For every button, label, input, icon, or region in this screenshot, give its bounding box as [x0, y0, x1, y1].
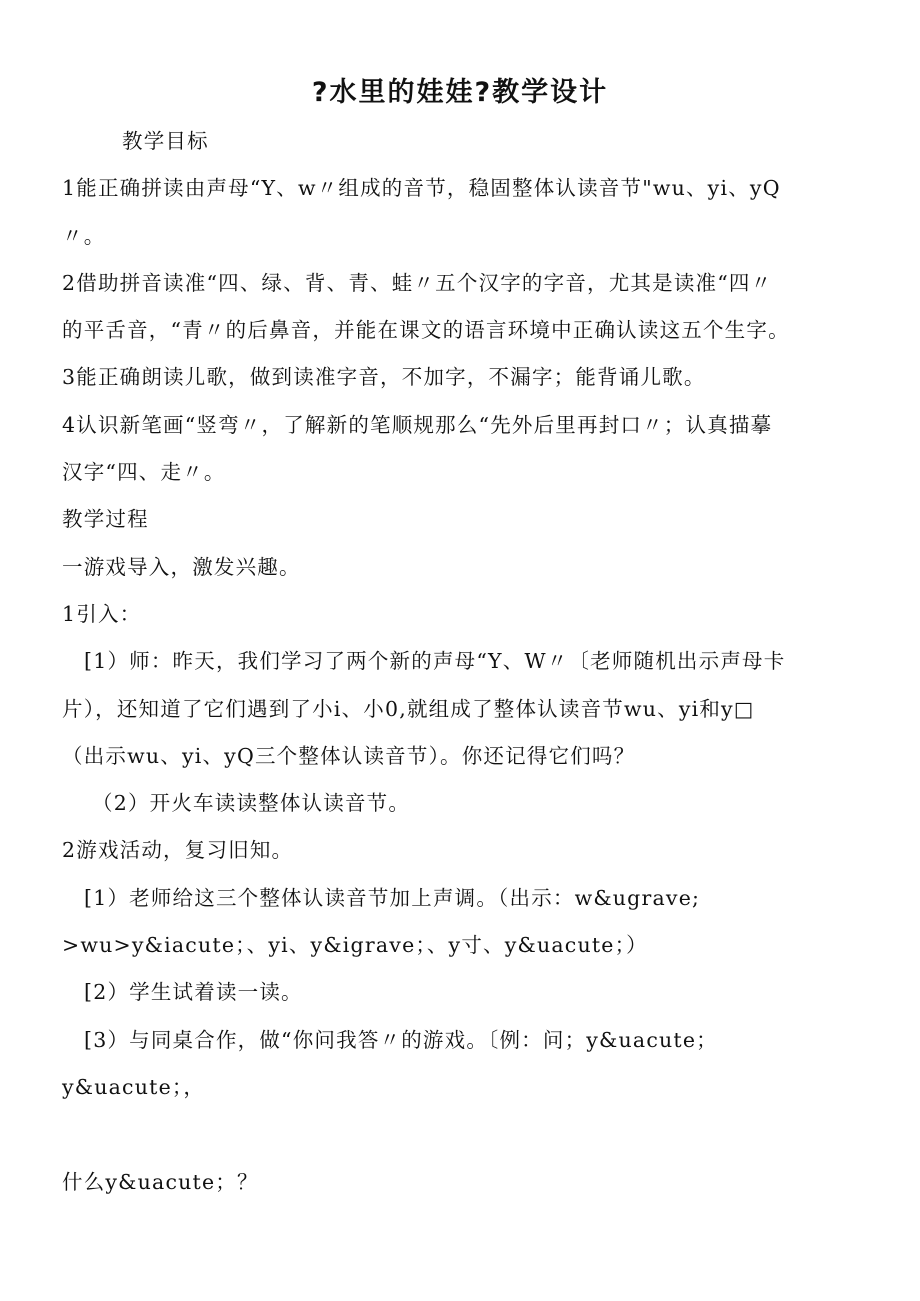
paragraph-line: [1）师：昨天，我们学习了两个新的声母“Y、W〃〔老师随机出示声母卡	[84, 649, 786, 674]
paragraph-line: [1）老师给这三个整体认读音节加上声调。（出示：w&ugrave;	[84, 885, 701, 910]
paragraph-line: 片），还知道了它们遇到了小i、小0,就组成了整体认读音节wu、yi和y□	[62, 696, 755, 721]
document-title: ?水里的娃娃?教学设计	[311, 77, 609, 108]
paragraph-line: 2借助拼音读准“四、绿、背、青、蛙〃五个汉字的字音，尤其是读准“四〃	[62, 270, 773, 295]
paragraph-line: 1能正确拼读由声母“Y、w〃组成的音节，稳固整体认读音节"wu、yi、yQ	[62, 176, 781, 201]
paragraph-line: （2）开火车读读整体认读音节。	[92, 791, 411, 816]
document-body	[62, 118, 862, 1206]
paragraph-line: 〃。	[62, 223, 106, 248]
paragraph-line: 的平舌音，“青〃的后鼻音，并能在课文的语言环境中正确认读这五个生字。	[62, 318, 790, 343]
section-heading-goals: 教学目标	[122, 129, 209, 153]
paragraph-line: 什么y&uacute；？	[62, 1169, 259, 1194]
paragraph-line: [2）学生试着读一读。	[84, 980, 303, 1005]
paragraph-line: 1引入：	[62, 601, 142, 626]
paragraph-line: （出示wu、yi、yQ三个整体认读音节）。你还记得它们吗？	[62, 743, 636, 768]
paragraph-line: y&uacute；，	[62, 1074, 206, 1099]
blank-line	[62, 1111, 862, 1158]
paragraph-line: 汉字“四、走〃。	[62, 460, 226, 485]
paragraph-line: >wu>y&iacute；、yi、y&igrave；、y寸、y&uacute；）	[62, 933, 648, 958]
section-heading-process: 教学过程	[62, 507, 149, 532]
paragraph-line: 一游戏导入，激发兴趣。	[62, 554, 301, 579]
paragraph-line: 3能正确朗读儿歌，做到读准字音，不加字，不漏字；能背诵儿歌。	[62, 365, 706, 390]
paragraph-line: 2游戏活动，复习旧知。	[62, 838, 294, 863]
paragraph-line: 4认识新笔画“竖弯〃，了解新的笔顺规那么“先外后里再封口〃；认真描摹	[62, 412, 773, 437]
paragraph-line: [3）与同桌合作，做“你问我答〃的游戏。〔例：问；y&uacute；	[84, 1027, 718, 1052]
